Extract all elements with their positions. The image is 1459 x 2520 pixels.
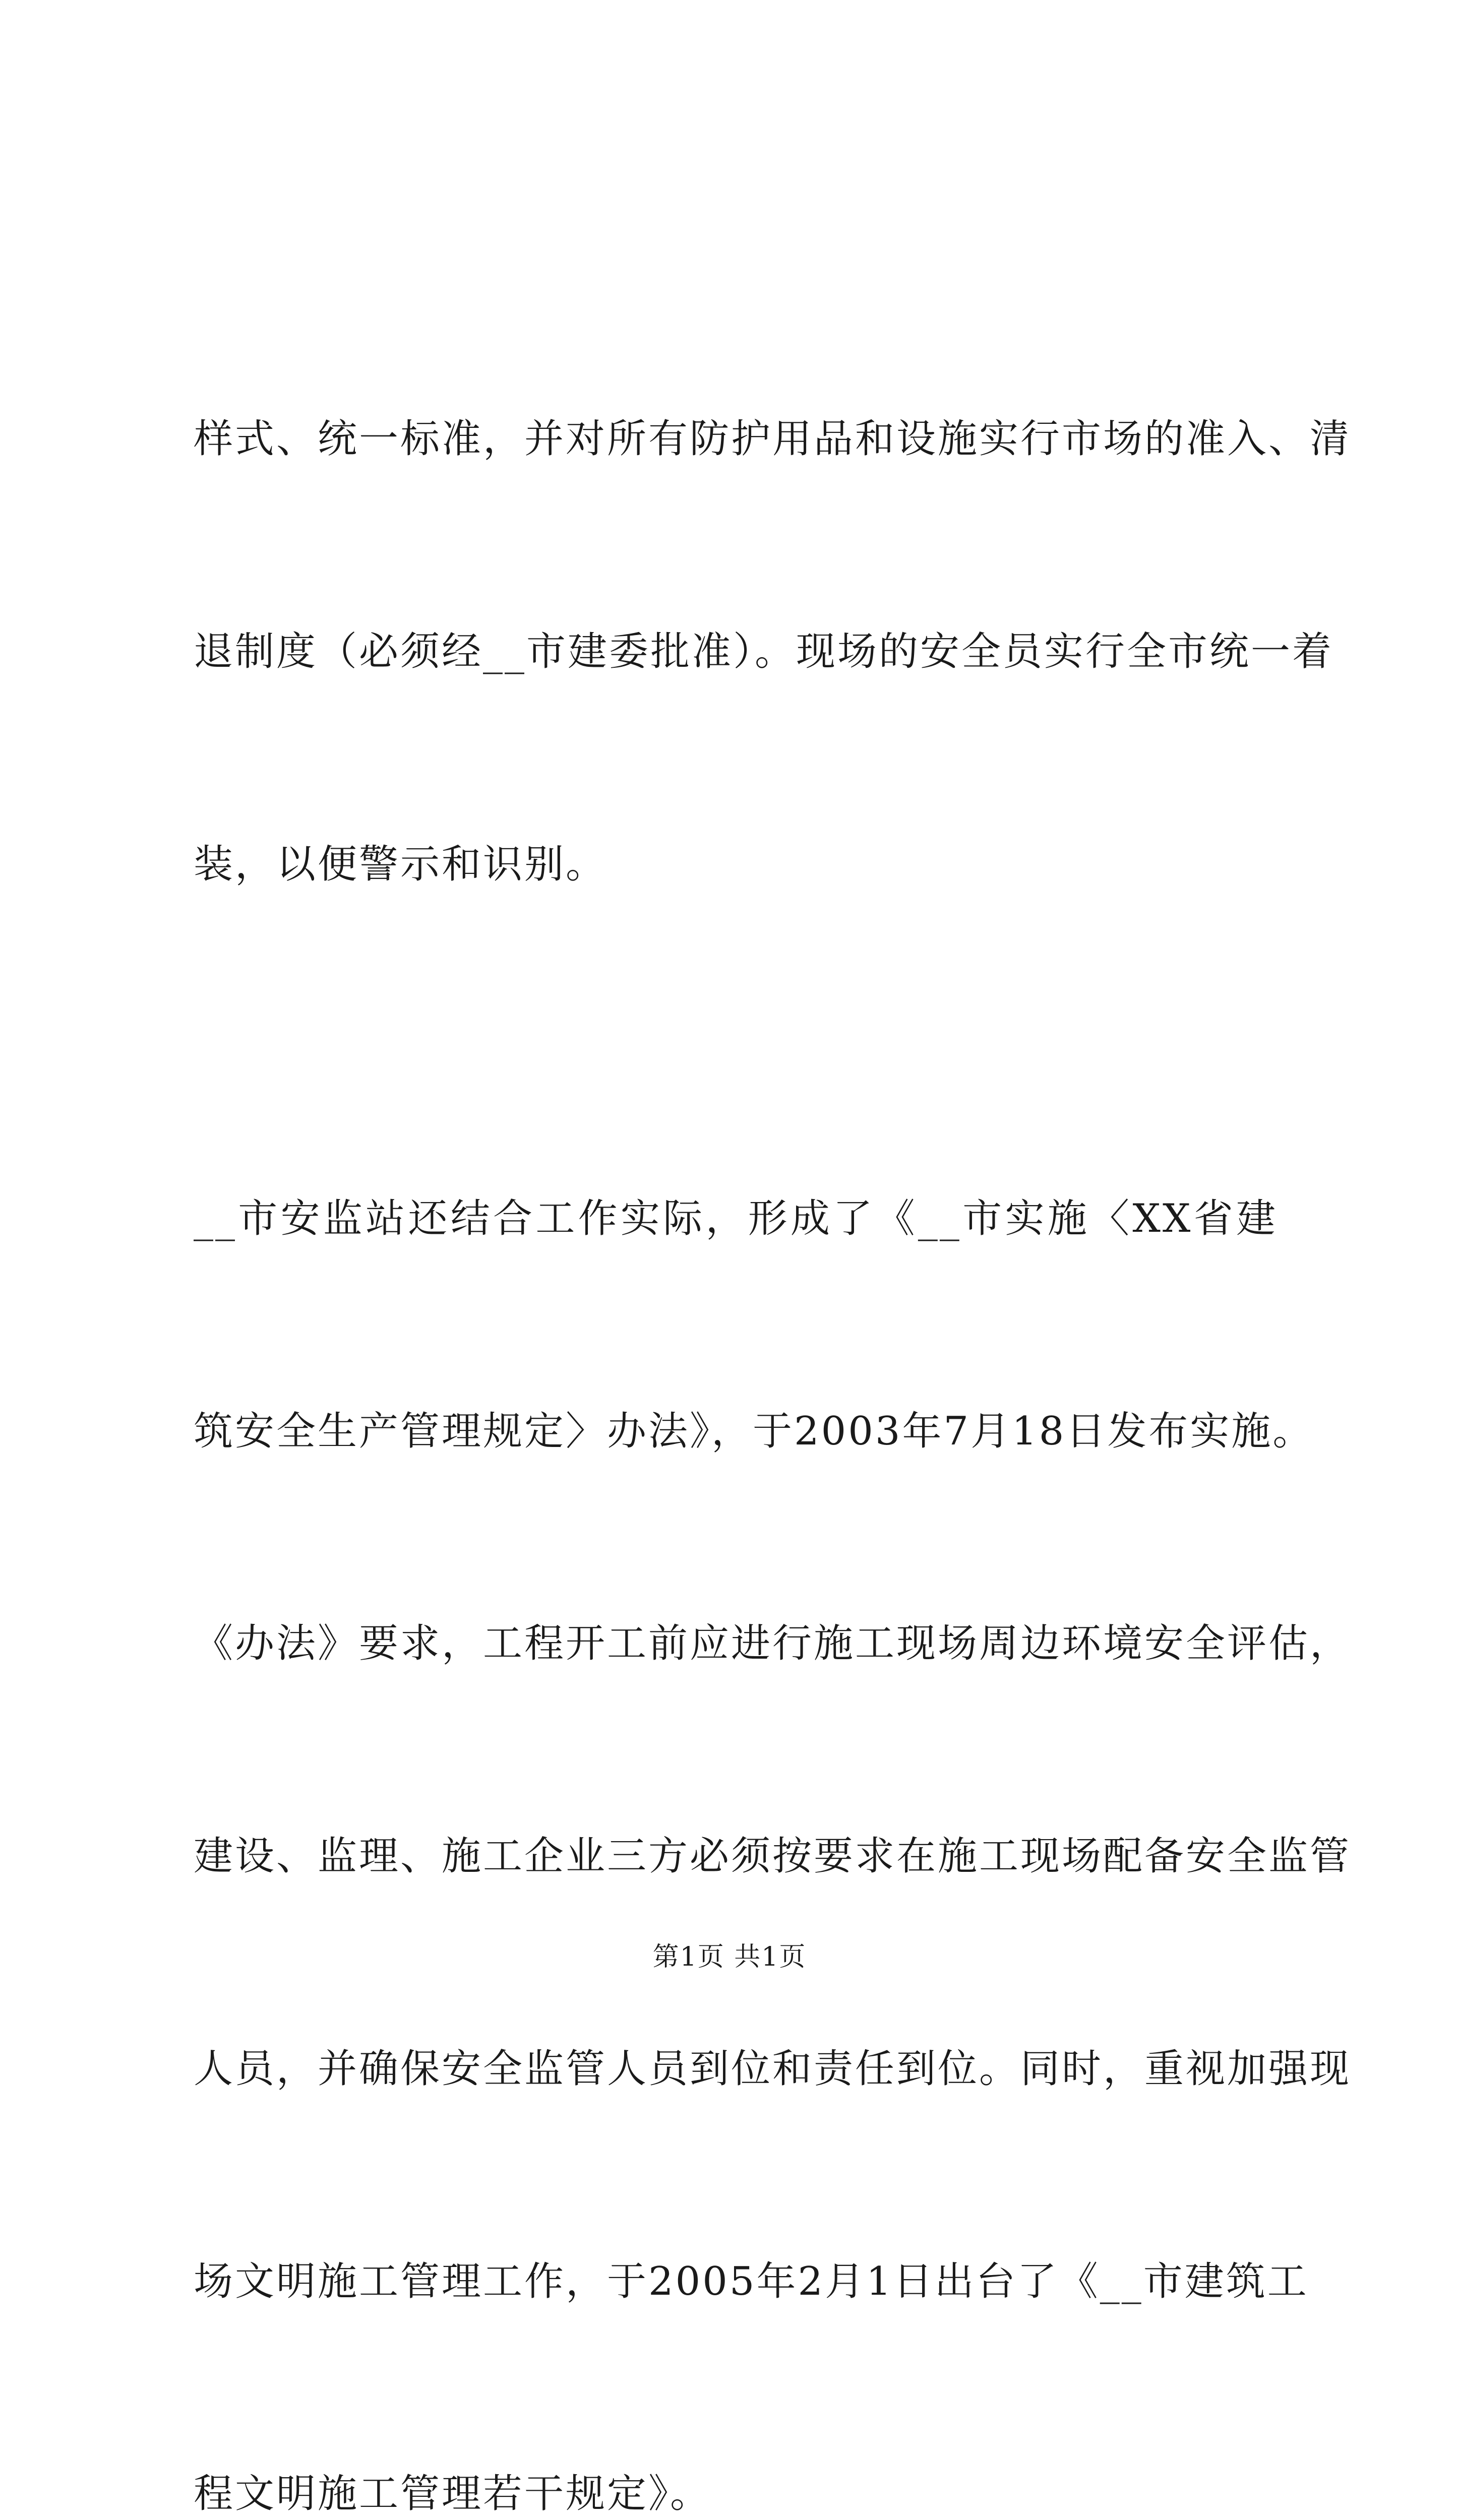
text-line: 样式、统一标准，并对所有防护用品和设施实行市场的准入、清 <box>194 416 1352 462</box>
page-footer <box>0 1935 1459 1973</box>
text-line: 装，以便警示和识别。 <box>194 841 607 887</box>
text-line: 人员，并确保安全监管人员到位和责任到位。同时，重视加强现 <box>194 2046 1352 2092</box>
text-line: 建设、监理、施工企业三方必须按要求在施工现场配备安全监管 <box>194 1834 1352 1879</box>
paragraph-1 <box>194 262 1352 1042</box>
page-number-label: 第1页 共1页 <box>652 1942 807 1972</box>
text-line: 筑安全生产管理规定〉办法》，于2003年7月18日发布实施。 <box>194 1408 1314 1454</box>
text-line: 场文明施工管理工作，于2005年2月1日出台了《__市建筑工 <box>194 2258 1309 2304</box>
text-line: 《办法》要求，工程开工前应进行施工现场周边环境安全评估， <box>194 1621 1352 1667</box>
text-line: __市安监站还结合工作实际，形成了《__市实施〈XX省建 <box>194 1195 1278 1241</box>
text-line: 程文明施工管理若干规定》。 <box>194 2471 712 2517</box>
paragraph-2 <box>194 1042 1352 2520</box>
document-body <box>194 262 1352 2520</box>
text-line: 退制度（必须经__市建委批准）。现场的安全员实行全市统一着 <box>194 628 1334 674</box>
